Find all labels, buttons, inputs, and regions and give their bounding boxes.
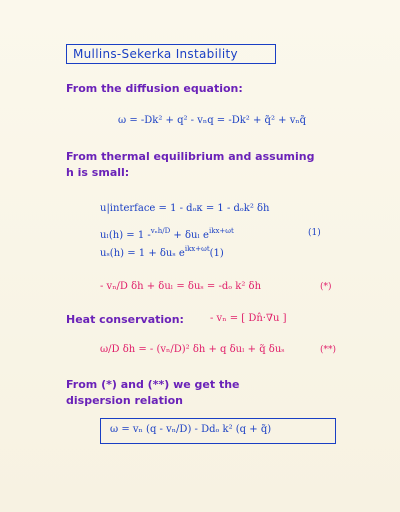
equation-ul: [100, 228, 234, 241]
equation-dispersion: ω = vₙ (q - vₙ/D) - Ddₒ k² (q + q̃): [110, 424, 272, 435]
double-star-tag: (**): [320, 345, 337, 355]
equation-heat: - vₙ = [ Dn̂·∇u ]: [210, 313, 287, 324]
us-exponent: ikx+ωt: [184, 245, 210, 253]
heading-from-line1: From (*) and (**) we get the: [66, 378, 240, 391]
ul-exponent: vₙh/D: [150, 227, 171, 235]
page-title: Mullins-Sekerka Instability: [73, 47, 238, 61]
us-body: uₛ(h) = 1 + δuₛ e: [100, 248, 185, 259]
heading-from-line2: dispersion relation: [66, 394, 183, 407]
ul-lhs: uₗ(h) = 1 -: [100, 230, 151, 241]
equation-omega: ω = -Dk² + q² - vₙq = -Dk² + q̃² + vₙq̃: [118, 115, 307, 126]
equation-interface: u|interface = 1 - dₒκ = 1 - dₒk² δh: [100, 203, 270, 214]
us-tag: (1): [209, 248, 224, 259]
equation-us: [100, 246, 224, 259]
ul-exponent-2: ikx+ωt: [208, 227, 234, 235]
ul-tag: (1): [308, 228, 321, 238]
equation-star: - vₙ/D δh + δuₗ = δuₛ = -dₒ k² δh: [100, 281, 262, 292]
heading-thermal-line1: From thermal equilibrium and assuming: [66, 150, 315, 163]
heading-heat: Heat conservation:: [66, 313, 184, 326]
heading-diffusion: From the diffusion equation:: [66, 82, 243, 95]
equation-double-star: ω/D δh = - (vₙ/D)² δh + q δuₗ + q̃ δuₛ: [100, 344, 285, 355]
heading-thermal-line2: h is small:: [66, 166, 130, 179]
star-tag: (*): [320, 282, 332, 292]
ul-mid: + δuₗ e: [170, 230, 209, 241]
